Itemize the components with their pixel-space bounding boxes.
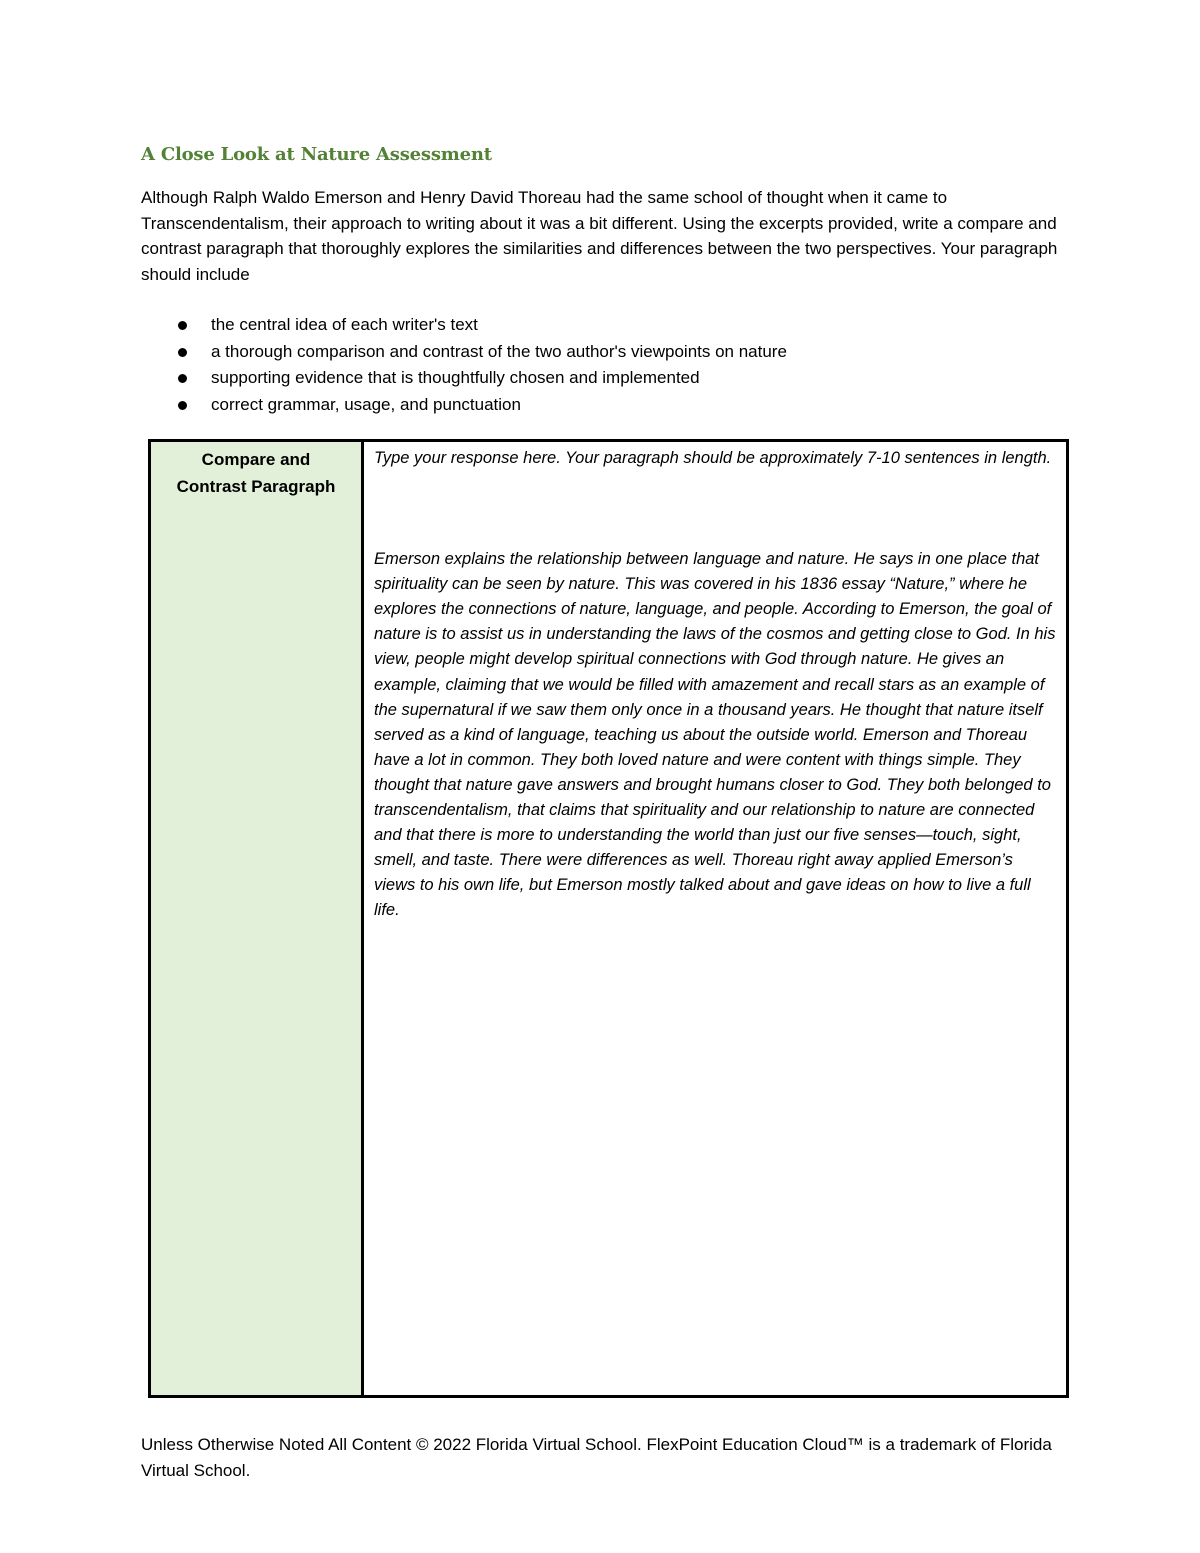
list-item — [141, 339, 1066, 366]
list-item — [141, 312, 1066, 339]
list-item — [141, 392, 1066, 419]
response-text-area[interactable] — [364, 442, 1066, 1395]
bullet-icon — [178, 321, 187, 330]
list-item-text: a thorough comparison and contrast of the two author's viewpoints on nature — [211, 341, 787, 361]
copyright-footer: Unless Otherwise Noted All Content © 2022 Florida Virtual School. FlexPoint Education Cloud™ is a trademark of Florida Virtual School. — [141, 1435, 1052, 1480]
bullet-icon — [178, 348, 187, 357]
requirements-list — [141, 312, 1066, 418]
list-item — [141, 365, 1066, 392]
table-label-line: Contrast Paragraph — [176, 477, 336, 496]
document-title: A Close Look at Nature Assessment — [141, 144, 492, 165]
response-table — [148, 439, 1069, 1398]
bullet-icon — [178, 401, 187, 410]
response-instructions: Type your response here. Your paragraph should be approximately 7-10 sentences in length. — [374, 449, 1052, 467]
bullet-icon — [178, 374, 187, 383]
intro-paragraph: Although Ralph Waldo Emerson and Henry David Thoreau had the same school of thought when it came to Transcendentalism, their approach to writing about it was a bit different. Using the excerpts provided, write a compare and contrast paragraph that thoroughly explores the similarities and differences between the two perspectives. Your paragraph should include — [141, 188, 1058, 284]
list-item-text: supporting evidence that is thoughtfully chosen and implemented — [211, 368, 700, 387]
response-paragraph: Emerson explains the relationship between language and nature. He says in one place that spirituality can be seen by nature. This was covered in his 1836 essay “Nature,” where he explores the connections of nature, language, and people. According to Emerson, the goal of nature is to assist us in understanding the laws of the cosmos and getting close to God. In his view, people might develop spiritual connections with God through nature. He gives an example, claiming that we would be filled with amazement and recall stars as an example of the supernatural if we saw them only once in a thousand years. He thought that nature itself served as a kind of language, teaching us about the outside world. Emerson and Thoreau have a lot in common. They both loved nature and were content with things simple. They thought that nature gave answers and brought humans closer to God. They both belonged to transcendentalism, that claims that spirituality and our relationship to nature are connected and that there is more to understanding the world than just our five senses—touch, sight, smell, and taste. There were differences as well. Thoreau right away applied Emerson’s views to his own life, but Emerson mostly talked about and gave ideas on how to live a full life. — [374, 550, 1056, 920]
table-label-cell — [151, 442, 364, 1395]
table-label-line: Compare and — [201, 450, 311, 469]
list-item-text: correct grammar, usage, and punctuation — [211, 394, 521, 414]
list-item-text: the central idea of each writer's text — [211, 315, 478, 334]
